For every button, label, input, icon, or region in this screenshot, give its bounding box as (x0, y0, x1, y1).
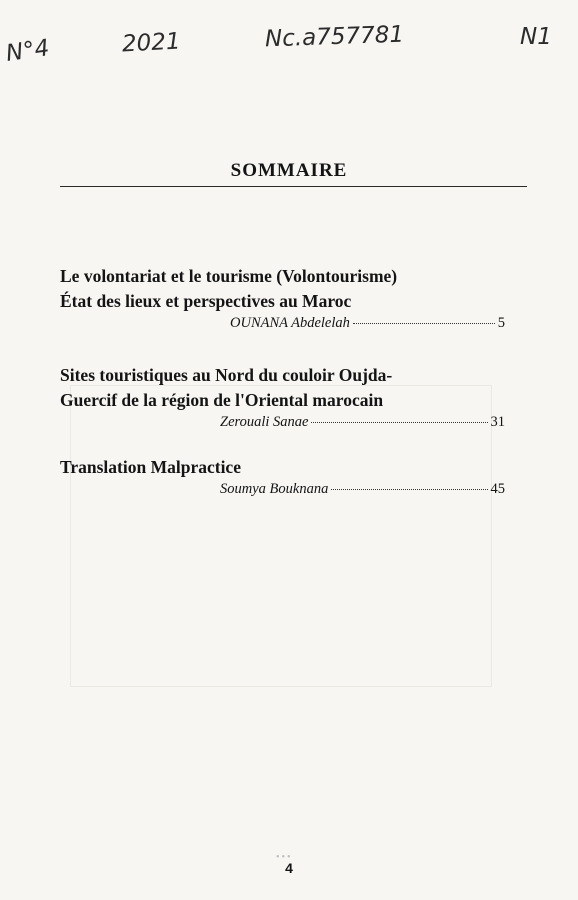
dot-leader (353, 323, 495, 324)
handwritten-year: 2021 (121, 28, 182, 58)
toc-entry-author: Zerouali Sanae (220, 414, 309, 430)
toc-entry-title-line: Translation Malpractice (60, 457, 241, 477)
title-divider (60, 186, 527, 187)
toc-entry-title-line: Guercif de la région de l'Oriental marocain (60, 390, 384, 410)
toc-entry-author: Soumya Bouknana (220, 481, 329, 497)
toc-entry-title (60, 264, 505, 314)
toc-entry-title (60, 363, 505, 413)
toc-entry-author: OUNANA Abdelelah (230, 315, 350, 331)
handwritten-issue-number: N°4 (4, 35, 51, 67)
handwritten-code: Nc.a757781 (264, 21, 405, 53)
page-ornament-dots: ••• (276, 852, 293, 863)
toc-entry-author-row (60, 414, 505, 431)
toc-entry-author-row (60, 315, 505, 332)
page-number: 4 (285, 860, 293, 876)
toc-entry (60, 264, 505, 332)
toc-entry-title-line: Le volontariat et le tourisme (Volontourisme) (60, 266, 398, 286)
toc-entry-page: 31 (490, 414, 505, 430)
toc-entry (60, 455, 505, 498)
toc-entry-title-line: Sites touristiques au Nord du couloir Oujda- (60, 365, 393, 385)
dot-leader (331, 489, 487, 490)
toc-entry-page: 45 (490, 481, 505, 497)
toc-entry (60, 363, 505, 431)
toc-entry-author-row (60, 481, 505, 498)
toc-entry-title (60, 455, 505, 480)
dot-leader (311, 422, 487, 423)
handwritten-mark: N1 (520, 24, 552, 50)
toc-entry-title-line: État des lieux et perspectives au Maroc (60, 291, 352, 311)
page-title: SOMMAIRE (230, 160, 348, 181)
toc-entry-page: 5 (497, 315, 505, 331)
